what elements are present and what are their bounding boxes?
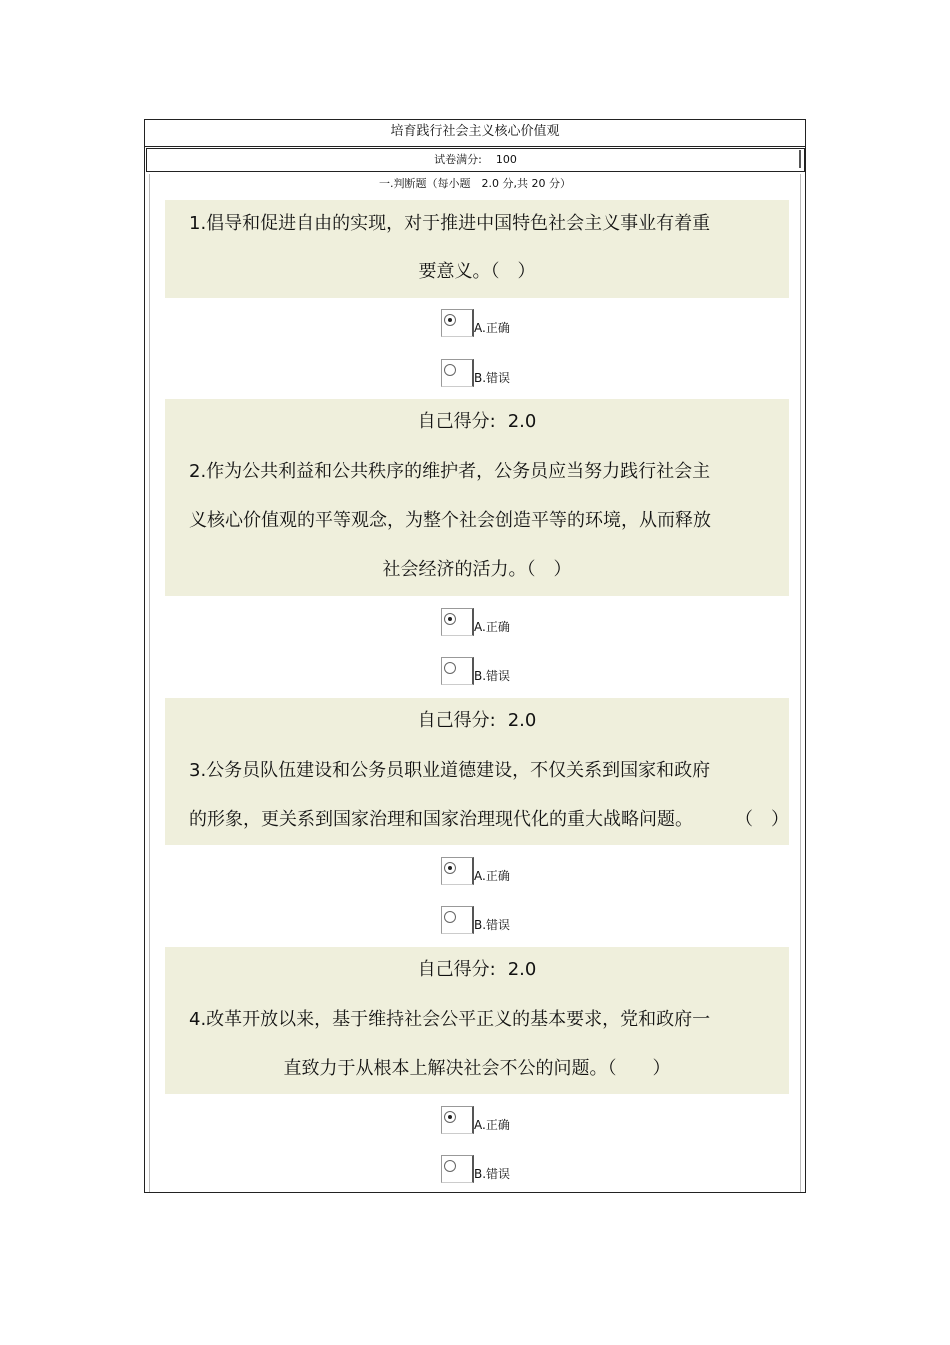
full-score-value: 100	[495, 153, 517, 166]
self-score-value: 2.0	[507, 710, 537, 731]
option-label: B.错误	[474, 669, 511, 683]
radio-unselected-icon[interactable]	[444, 662, 456, 674]
question-3-parens: （ ）	[735, 809, 789, 830]
question-3-line-1: 3.公务员队伍建设和公务员职业道德建设，不仅关系到国家和政府	[189, 760, 711, 781]
radio-selected-icon[interactable]	[444, 1111, 456, 1123]
self-score-value: 2.0	[507, 411, 537, 432]
self-score-1	[165, 410, 789, 434]
option-label: A.正确	[474, 869, 510, 883]
question-2-line-1: 2.作为公共利益和公共秩序的维护者，公务员应当努力践行社会主	[189, 461, 711, 482]
question-1-line-2: 要意义。（ ）	[418, 261, 536, 282]
question-4-line-2: 直致力于从根本上解决社会不公的问题。（ ）	[283, 1058, 671, 1079]
question-3-line-2: 的形象，更关系到国家治理和国家治理现代化的重大战略问题。	[189, 809, 693, 830]
self-score-3	[165, 958, 789, 982]
question-1-panel	[165, 200, 789, 298]
inner-border-left	[149, 174, 150, 1192]
self-score-label: 自己得分:	[417, 710, 496, 731]
full-score-row	[146, 148, 805, 172]
question-2-line-3: 社会经济的活力。（ ）	[382, 559, 572, 580]
self-score-label: 自己得分:	[417, 411, 496, 432]
inner-border-right	[800, 174, 801, 1192]
question-3-panel	[165, 698, 789, 845]
radio-unselected-icon[interactable]	[444, 1160, 456, 1172]
scrollbar-mark	[799, 150, 801, 168]
question-1-line-1: 1.倡导和促进自由的实现，对于推进中国特色社会主义事业有着重	[189, 213, 711, 234]
option-label: A.正确	[474, 1118, 510, 1132]
option-label: B.错误	[474, 371, 511, 385]
option-label: B.错误	[474, 1167, 511, 1181]
question-2-line-2: 义核心价值观的平等观念，为整个社会创造平等的环境，从而释放	[189, 510, 711, 531]
exam-frame	[144, 119, 806, 1193]
radio-unselected-icon[interactable]	[444, 364, 456, 376]
question-4-panel	[165, 947, 789, 1094]
radio-selected-icon[interactable]	[444, 314, 456, 326]
self-score-label: 自己得分:	[417, 959, 496, 980]
radio-unselected-icon[interactable]	[444, 911, 456, 923]
self-score-value: 2.0	[507, 959, 537, 980]
option-label: A.正确	[474, 620, 510, 634]
full-score-label: 试卷满分:	[434, 153, 482, 166]
self-score-2	[165, 709, 789, 733]
radio-selected-icon[interactable]	[444, 613, 456, 625]
option-label: A.正确	[474, 321, 510, 335]
section-title: 一.判断题（每小题 2.0 分,共 20 分）	[379, 177, 571, 190]
question-2-panel	[165, 399, 789, 596]
radio-selected-icon[interactable]	[444, 862, 456, 874]
option-label: B.错误	[474, 918, 511, 932]
question-4-line-1: 4.改革开放以来，基于维持社会公平正义的基本要求，党和政府一	[189, 1009, 711, 1030]
exam-title: 培育践行社会主义核心价值观	[145, 120, 805, 147]
